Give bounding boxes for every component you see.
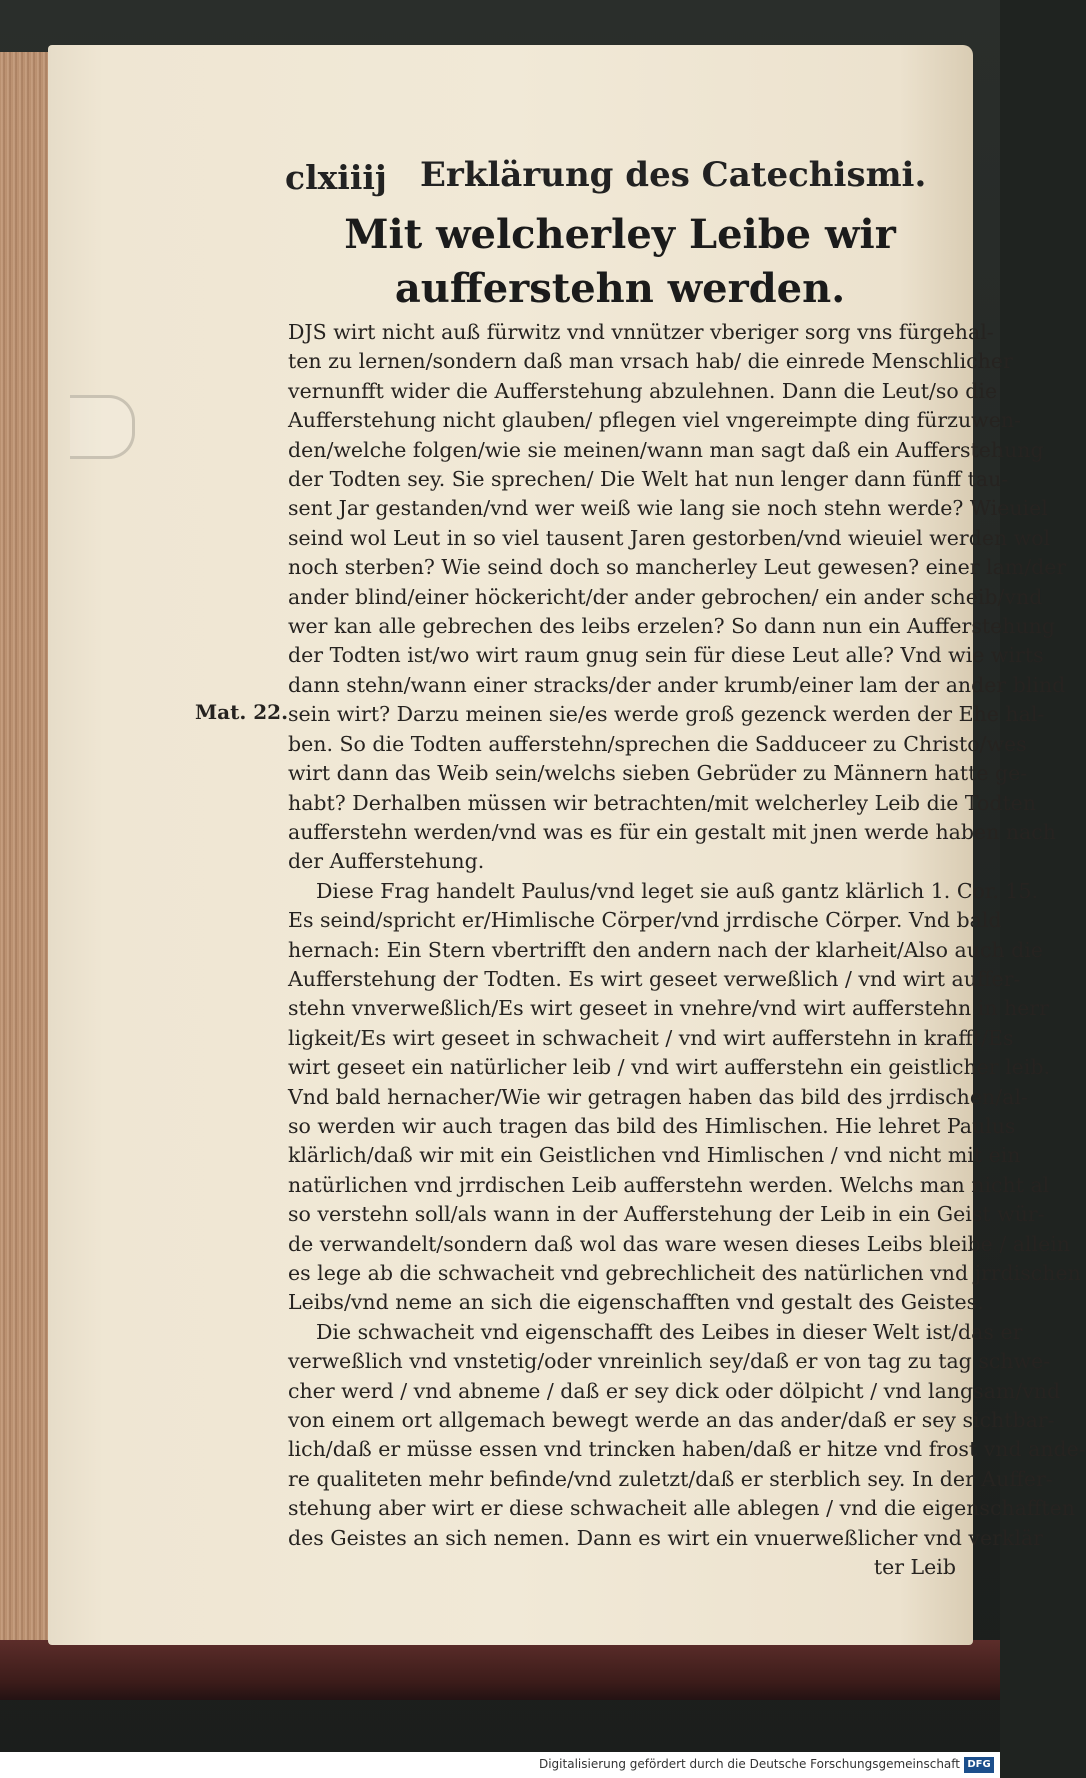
chapter-title: Mit welcherley Leibe wir aufferstehn werden. xyxy=(344,211,896,312)
text-line: DJS wirt nicht auß fürwitz vnd vnnützer vberiger sorg vns fürgehal- xyxy=(288,320,994,344)
text-line: stehn vnverweßlich/Es wirt geseet in vnehre/vnd wirt aufferstehn in herr xyxy=(288,996,1049,1021)
text-line: sein wirt? Darzu meinen sie/es werde groß gezenck werden der Ehe hal- xyxy=(288,702,1045,727)
page-clip xyxy=(70,395,135,459)
funding-credit: Digitalisierung gefördert durch die Deutsche Forschungsgemeinschaft xyxy=(538,1757,960,1771)
text-line: habt? Derhalben müssen wir betrachten/mit welcherley Leib die Todten xyxy=(288,790,1037,815)
text-line: Aufferstehung nicht glauben/ pflegen viel vngereimpte ding fürzuwen- xyxy=(288,408,1021,433)
text-line: lich/daß er müsse essen vnd trincken haben/daß er hitze vnd frost vnd ande- xyxy=(288,1437,1086,1462)
text-line: Leibs/vnd neme an sich die eigenschafften vnd gestalt des Geistes. xyxy=(288,1290,984,1315)
text-line: wirt dann das Weib sein/welchs sieben Gebrüder zu Männern hatte ge- xyxy=(288,761,1028,786)
dfg-logo: DFG xyxy=(964,1757,994,1773)
text-line: vernunfft wider die Aufferstehung abzulehnen. Dann die Leut/so die xyxy=(288,378,998,403)
text-line: Aufferstehung der Todten. Es wirt geseet verweßlich / vnd wirt auffer- xyxy=(288,966,1021,991)
text-line: Diese Frag handelt Paulus/vnd leget sie auß gantz klärlich 1. Cor. 15. xyxy=(316,878,1039,903)
page-number: clxiiij xyxy=(285,158,387,197)
text-line: noch sterben? Wie seind doch so mancherley Leut gewesen? einer lam/der xyxy=(288,555,1067,580)
text-line: der Aufferstehung. xyxy=(288,849,485,874)
text-line: des Geistes an sich nemen. Dann es wirt ein vnuerweßlicher vnd verklär xyxy=(288,1525,1043,1550)
text-line: seind wol Leut in so viel tausent Jaren gestorben/vnd wieuiel werden wol xyxy=(288,525,1051,550)
text-line: ligkeit/Es wirt geseet in schwacheit / vnd wirt aufferstehn in krafft/Es xyxy=(288,1025,1014,1050)
text-line: re qualiteten mehr befinde/vnd zuletzt/daß er sterblich sey. In der Auffer- xyxy=(288,1466,1053,1491)
text-line: wirt geseet ein natürlicher leib / vnd wirt aufferstehn ein geistlicher leib. xyxy=(288,1055,1050,1080)
text-line: der Todten sey. Sie sprechen/ Die Welt hat nun lenger dann fünff tau- xyxy=(288,467,1009,492)
text-line: wer kan alle gebrechen des leibs erzelen? So dann nun ein Aufferstehung xyxy=(288,614,1055,639)
text-line: sent Jar gestanden/vnd wer weiß wie lang sie noch stehn werde? Wieuiel xyxy=(288,496,1048,521)
text-line: aufferstehn werden/vnd was es für ein gestalt mit jnen werde haben nach xyxy=(288,819,1056,844)
text-line: Vnd bald hernacher/Wie wir getragen haben das bild des jrrdischen/al- xyxy=(288,1084,1028,1109)
text-line: ben. So die Todten aufferstehn/sprechen die Sadduceer zu Christo/wes xyxy=(288,731,1027,756)
catchword: ter Leib xyxy=(873,1555,956,1580)
text-line: ten zu lernen/sondern daß man vrsach hab/ die einrede Menschlicher xyxy=(288,349,1013,374)
text-line: stehung aber wirt er diese schwacheit alle ablegen / vnd die eigenschafften xyxy=(288,1496,1075,1521)
text-line: den/welche folgen/wie sie meinen/wann man sagt daß ein Aufferstehung xyxy=(288,437,1044,462)
book-cover-edge xyxy=(0,1640,1000,1700)
text-line: Es seind/spricht er/Himlische Cörper/vnd jrrdische Cörper. Vnd bald xyxy=(288,908,1002,933)
running-head: Erklärung des Catechismi. xyxy=(420,155,927,195)
text-line: natürlichen vnd jrrdischen Leib aufferstehn werden. Welchs man nicht al xyxy=(288,1172,1050,1197)
text-line: Die schwacheit vnd eigenschafft des Leibes in dieser Welt ist/das er xyxy=(316,1319,1023,1344)
text-line: ander blind/einer höckericht/der ander gebrochen/ ein ander scheib/vnd xyxy=(288,584,1043,609)
text-line: cher werd / vnd abneme / daß er sey dick oder dölpicht / vnd langsam/vnd xyxy=(288,1378,1061,1403)
text-line: so verstehn soll/als wann in der Aufferstehung der Leib in ein Geist wür- xyxy=(288,1202,1045,1227)
marginal-reference: Mat. 22. xyxy=(195,700,289,724)
text-line: dann stehn/wann einer stracks/der ander krumb/einer lam der ander blind xyxy=(288,672,1066,697)
text-line: der Todten ist/wo wirt raum gnug sein für diese Leut alle? Vnd wie wirts xyxy=(288,643,1044,668)
text-line: so werden wir auch tragen das bild des Himlischen. Hie lehret Paulus xyxy=(288,1113,1016,1138)
text-line: verweßlich vnd vnstetig/oder vnreinlich sey/daß er von tag zu tag schwe- xyxy=(288,1349,1051,1374)
body-text xyxy=(288,318,1086,1582)
text-line: de verwandelt/sondern daß wol das ware wesen dieses Leibs bleibe / allein xyxy=(288,1231,1070,1256)
text-line: von einem ort allgemach bewegt werde an das ander/daß er sey sichtbar- xyxy=(288,1408,1055,1433)
text-line: hernach: Ein Stern vbertrifft den andern nach der klarheit/Also auch die xyxy=(288,937,1043,962)
text-line: klärlich/daß wir mit ein Geistlichen vnd Himlischen / vnd nicht mit ein xyxy=(288,1143,1021,1168)
text-line: es lege ab die schwacheit vnd gebrechlicheit des natürlichen vnd jrrdischen xyxy=(288,1261,1081,1285)
